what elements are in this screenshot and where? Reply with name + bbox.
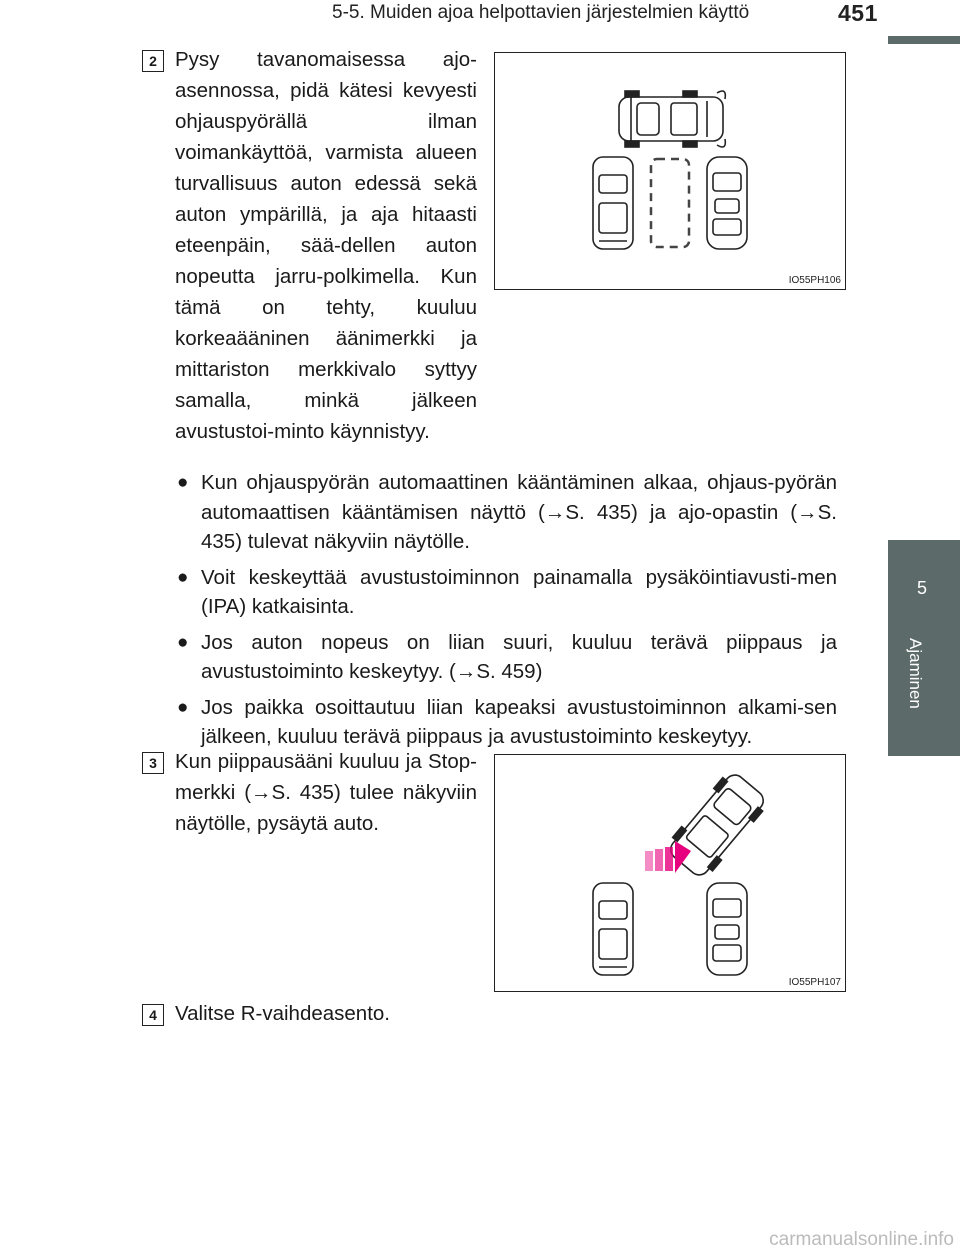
bullet-item bbox=[177, 693, 837, 752]
parked-car-right bbox=[707, 883, 747, 975]
bullet-item bbox=[177, 628, 837, 687]
watermark: carmanualsonline.info bbox=[769, 1229, 954, 1250]
step-4-text: Valitse R-vaihdeasento. bbox=[175, 1002, 390, 1025]
bullet-text: Jos auton nopeus on liian suuri, kuuluu terävä piippaus ja avustustoiminto keskeytyy. (→S. 459) bbox=[201, 630, 837, 683]
parked-car-left bbox=[593, 883, 633, 975]
bullet-item bbox=[177, 468, 837, 557]
bullet-dot: ● bbox=[177, 472, 189, 493]
figure-code: IO55PH106 bbox=[788, 275, 841, 286]
bullet-text: Voit keskeyttää avustustoiminnon painamalla pysäköintiavusti-men (IPA) katkaisinta. bbox=[201, 565, 837, 618]
bullet-item bbox=[177, 563, 837, 622]
step-number-3: 3 bbox=[142, 752, 164, 774]
step-number-2: 2 bbox=[142, 50, 164, 72]
bullet-text: Jos paikka osoittautuu liian kapeaksi avustustoiminnon alkami-sen jälkeen, kuuluu terävä piippaus ja avustustoiminto keskeytyy. bbox=[201, 695, 837, 748]
page-number: 451 bbox=[838, 0, 878, 26]
bullet-text: Kun ohjauspyörän automaattinen kääntäminen alkaa, ohjaus-pyörän automaattisen kääntämisen näyttö (→S. 435) ja ajo-opastin (→S. 435) tulevat näkyviin näytölle. bbox=[201, 471, 837, 553]
chapter-number: 5 bbox=[916, 578, 927, 598]
bullet-dot: ● bbox=[177, 566, 189, 588]
bullet-dot: ● bbox=[177, 696, 189, 718]
parking-space-outline bbox=[651, 159, 689, 247]
figure-parking-start bbox=[494, 52, 846, 290]
chapter-label: Ajaminen bbox=[906, 638, 925, 709]
parked-car-right bbox=[707, 157, 747, 249]
moving-car bbox=[619, 91, 725, 147]
parked-car-left bbox=[593, 157, 633, 249]
bullet-list bbox=[177, 468, 837, 758]
bullet-dot: ● bbox=[177, 631, 189, 653]
step-number-4: 4 bbox=[142, 1004, 164, 1026]
header-rule bbox=[888, 36, 960, 44]
stop-position-illustration bbox=[495, 755, 845, 991]
section-title: 5-5. Muiden ajoa helpottavien järjestelmien käyttö bbox=[332, 2, 750, 23]
step-3-text: Kun piippausääni kuuluu ja Stop-merkki (→S. 435) tulee näkyviin näytölle, pysäytä auto. bbox=[175, 750, 477, 835]
figure-stop-position bbox=[494, 754, 846, 992]
chapter-side-tab bbox=[888, 0, 960, 1255]
parking-start-illustration bbox=[495, 53, 845, 289]
figure-code: IO55PH107 bbox=[788, 977, 841, 988]
step-2-text: Pysy tavanomaisessa ajo-asennossa, pidä kätesi kevyesti ohjauspyörällä ilman voimankäyttöä, varmista alueen turvallisuus auton edessä sekä auton ympärillä, ja aja hitaasti eteenpäin, sää-dellen auton nopeutta jarru-polkimella. Kun tämä on tehty, kuuluu korkeaääninen äänimerkki ja mittariston merkkivalo syttyy samalla, minkä jälkeen avustustoi-minto käynnistyy. bbox=[175, 48, 477, 443]
